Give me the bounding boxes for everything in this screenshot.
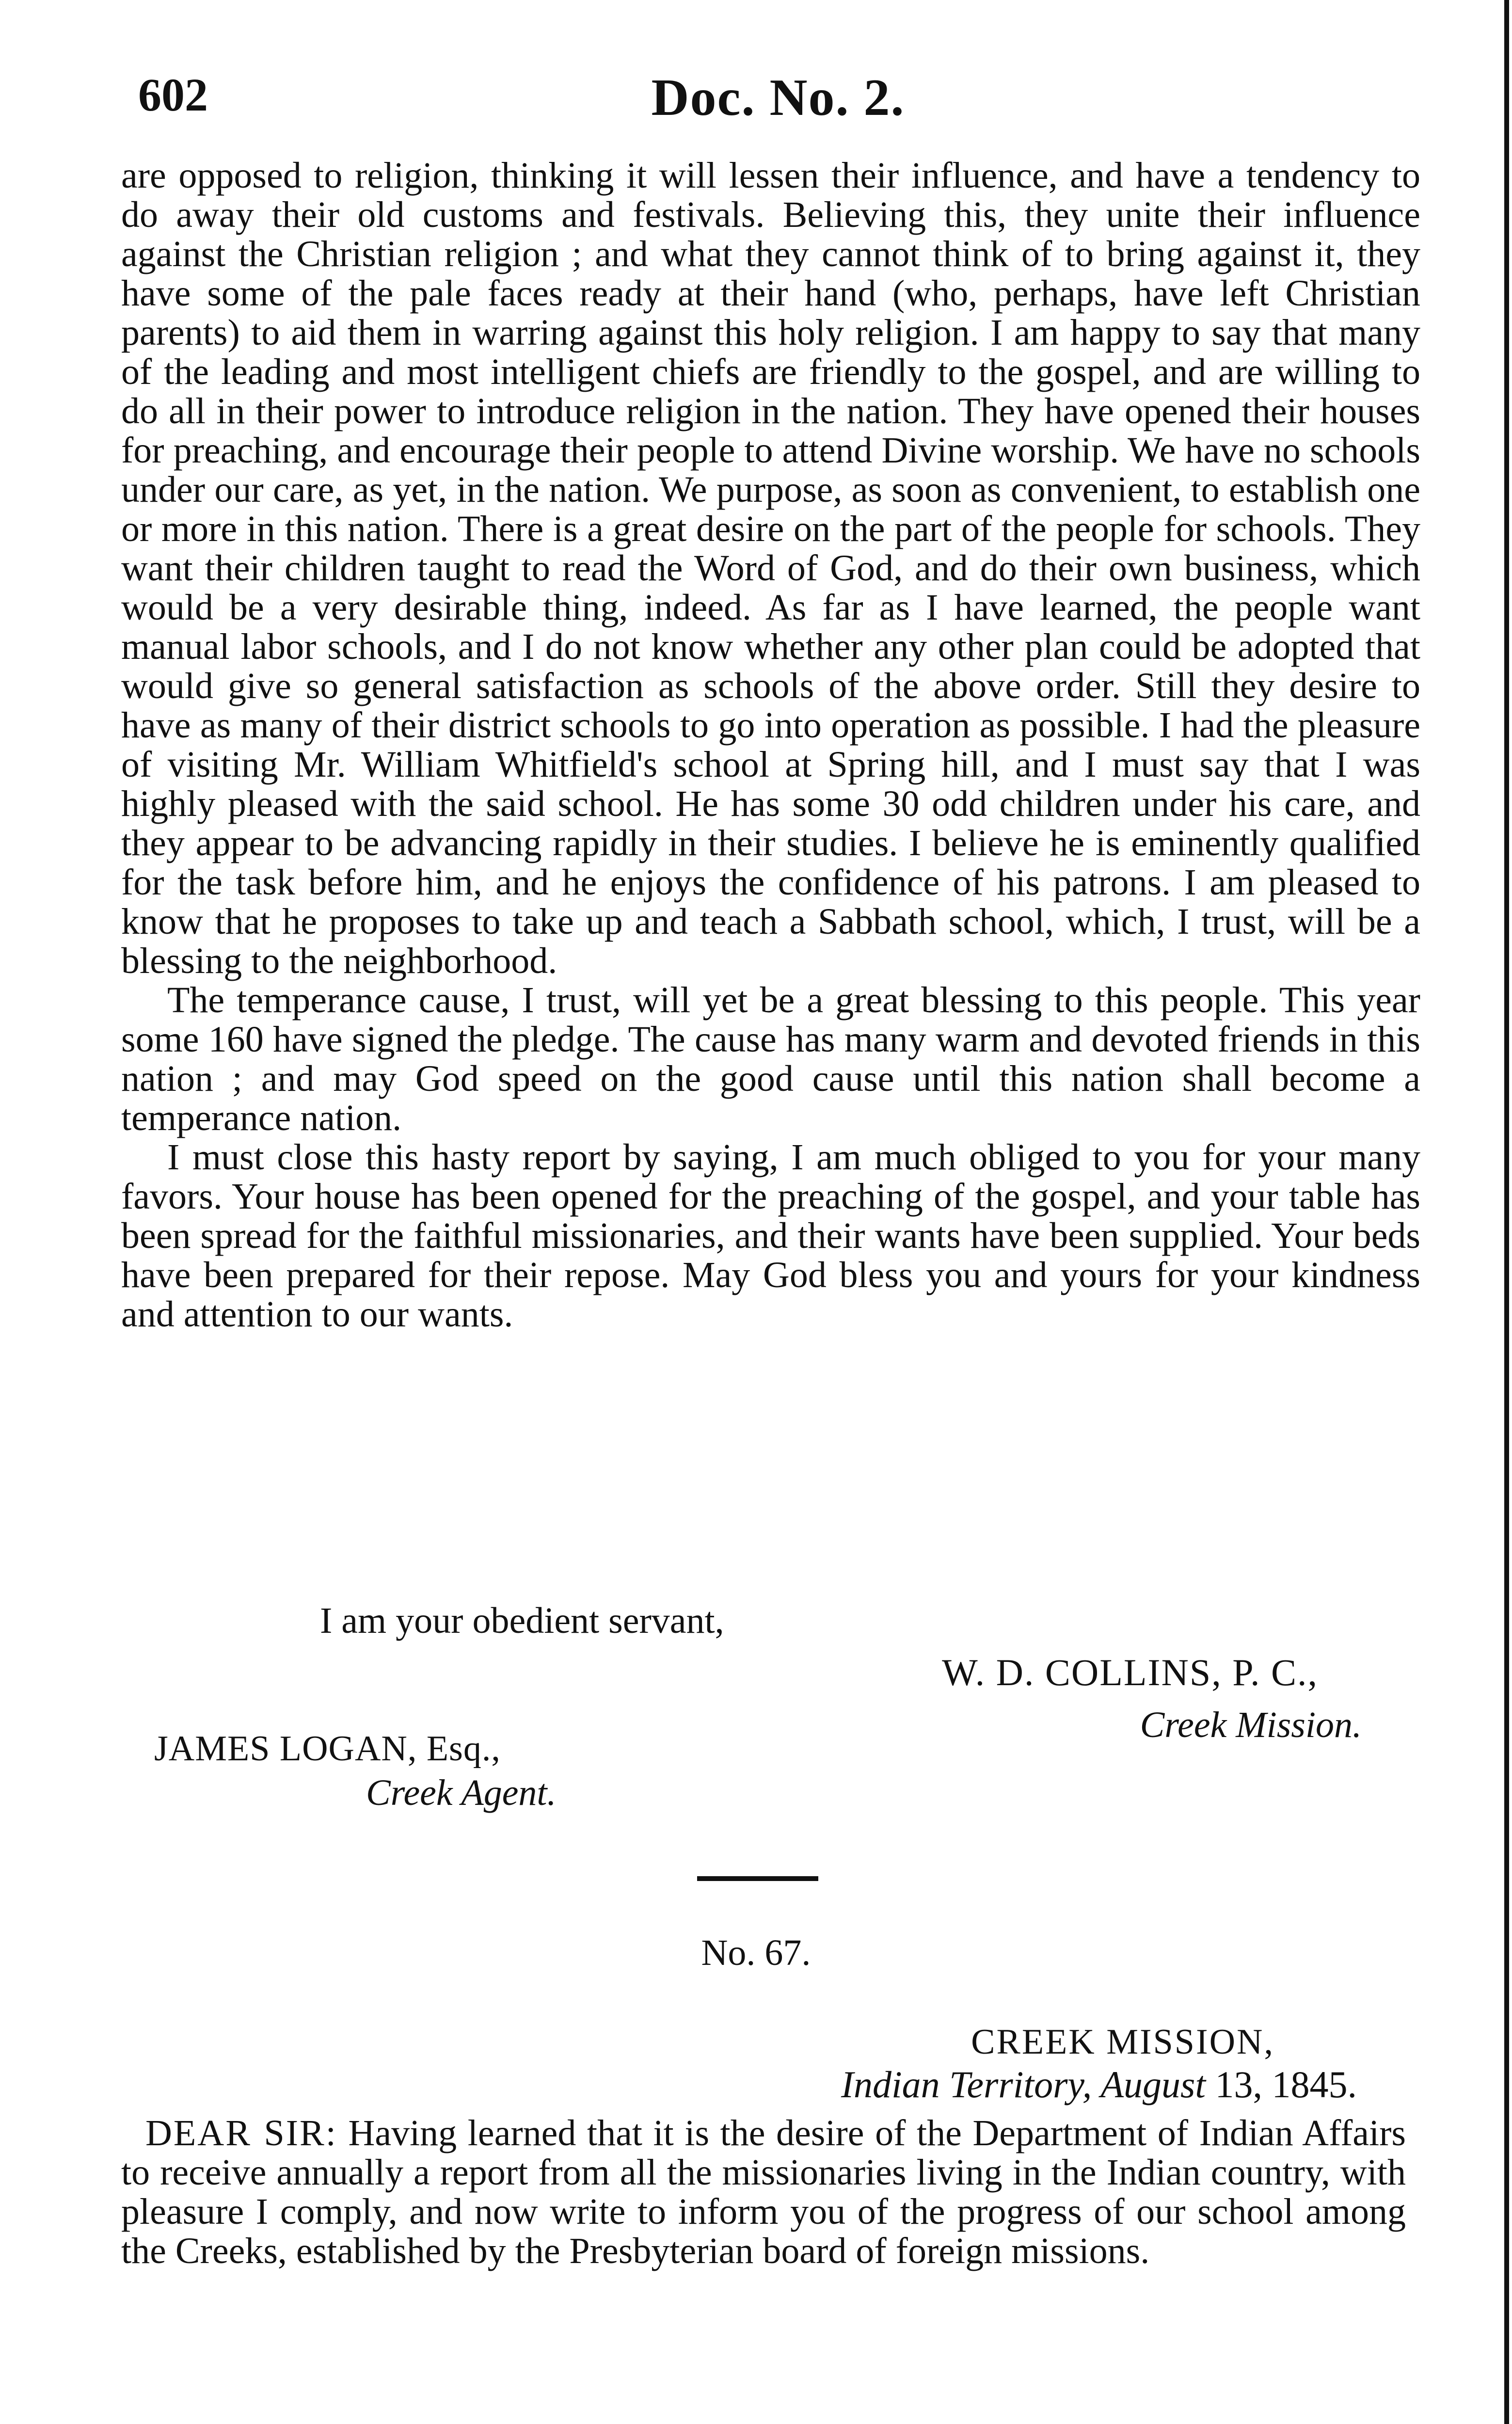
letter-body <box>121 156 1420 1334</box>
letter-opening-paragraph <box>121 2114 1406 2271</box>
document-number: No. 67. <box>701 1932 811 1973</box>
page-number: 602 <box>138 69 208 121</box>
paragraph-closing-remarks: I must close this hasty report by saying, I am much obliged to you for your many favors. Your house has been opened for the preaching of the gospel, and your table has been spread for the faithful missionaries, and their wants have been supplied. Your beds have been prepared for their repose. May God bless you and yours for your kindness and attention to our wants. <box>121 1137 1420 1335</box>
letter-place: CREEK MISSION, <box>971 2022 1274 2062</box>
signature-place: Creek Mission. <box>1140 1705 1362 1745</box>
paragraph-temperance: The temperance cause, I trust, will yet be a great blessing to this people. This year some 160 have signed the pledge. The cause has many warm and devoted friends in this nation ; and may God speed on the good cause until this nation shall become a temperance nation. <box>121 980 1420 1138</box>
signature-name: W. D. COLLINS, P. C., <box>942 1651 1318 1693</box>
date-prefix: Indian Territory, August <box>841 2063 1206 2105</box>
date-suffix: 13, 1845. <box>1215 2063 1357 2105</box>
letter-date <box>841 2063 1357 2106</box>
closing-line: I am your obedient servant, <box>320 1600 724 1641</box>
addressee-title: Creek Agent. <box>366 1772 557 1813</box>
salutation: DEAR SIR: <box>145 2113 337 2153</box>
letter-opening <box>121 2114 1406 2271</box>
letter-opening-text: Having learned that it is the desire of the Department of Indian Affairs to receive annually a report from all the missionaries living in the Indian country, with pleasure I comply, and now write to inform you of the progress of our school among the Creeks, established by the Presbyterian board of foreign missions. <box>121 2113 1406 2271</box>
paragraph-continued: are opposed to religion, thinking it will lessen their influence, and have a tendency to do away their old customs and festivals. Believing this, they unite their influence against the Christian religion ; and what they cannot think of to bring against it, they have some of the pale faces ready at their hand (who, perhaps, have left Christian parents) to aid them in warring against this holy religion. I am happy to say that many of the leading and most intelligent chiefs are friendly to the gospel, and are willing to do all in their power to introduce religion in the nation. They have opened their houses for preaching, and encourage their people to attend Divine worship. We have no schools under our care, as yet, in the nation. We purpose, as soon as convenient, to establish one or more in this nation. There is a great desire on the part of the people for schools. They want their children taught to read the Word of God, and do their own business, which would be a very desirable thing, indeed. As far as I have learned, the people want manual labor schools, and I do not know whether any other plan could be adopted that would give so general satisfaction as schools of the above order. Still they desire to have as many of their district schools to go into operation as possible. I had the pleasure of visiting Mr. William Whitfield's school at Spring hill, and I must say that I was highly pleased with the said school. He has some 30 odd children under his care, and they appear to be advancing rapidly in their studies. I believe he is eminently qualified for the task before him, and he enjoys the confidence of his patrons. I am pleased to know that he proposes to take up and teach a Sabbath school, which, I trust, will be a blessing to the neighborhood. <box>121 155 1420 981</box>
document-title: Doc. No. 2. <box>651 69 905 127</box>
section-divider <box>697 1876 818 1881</box>
addressee-name: JAMES LOGAN, Esq., <box>154 1729 501 1769</box>
page-header <box>138 68 1418 141</box>
page-edge-right <box>1504 0 1509 2424</box>
